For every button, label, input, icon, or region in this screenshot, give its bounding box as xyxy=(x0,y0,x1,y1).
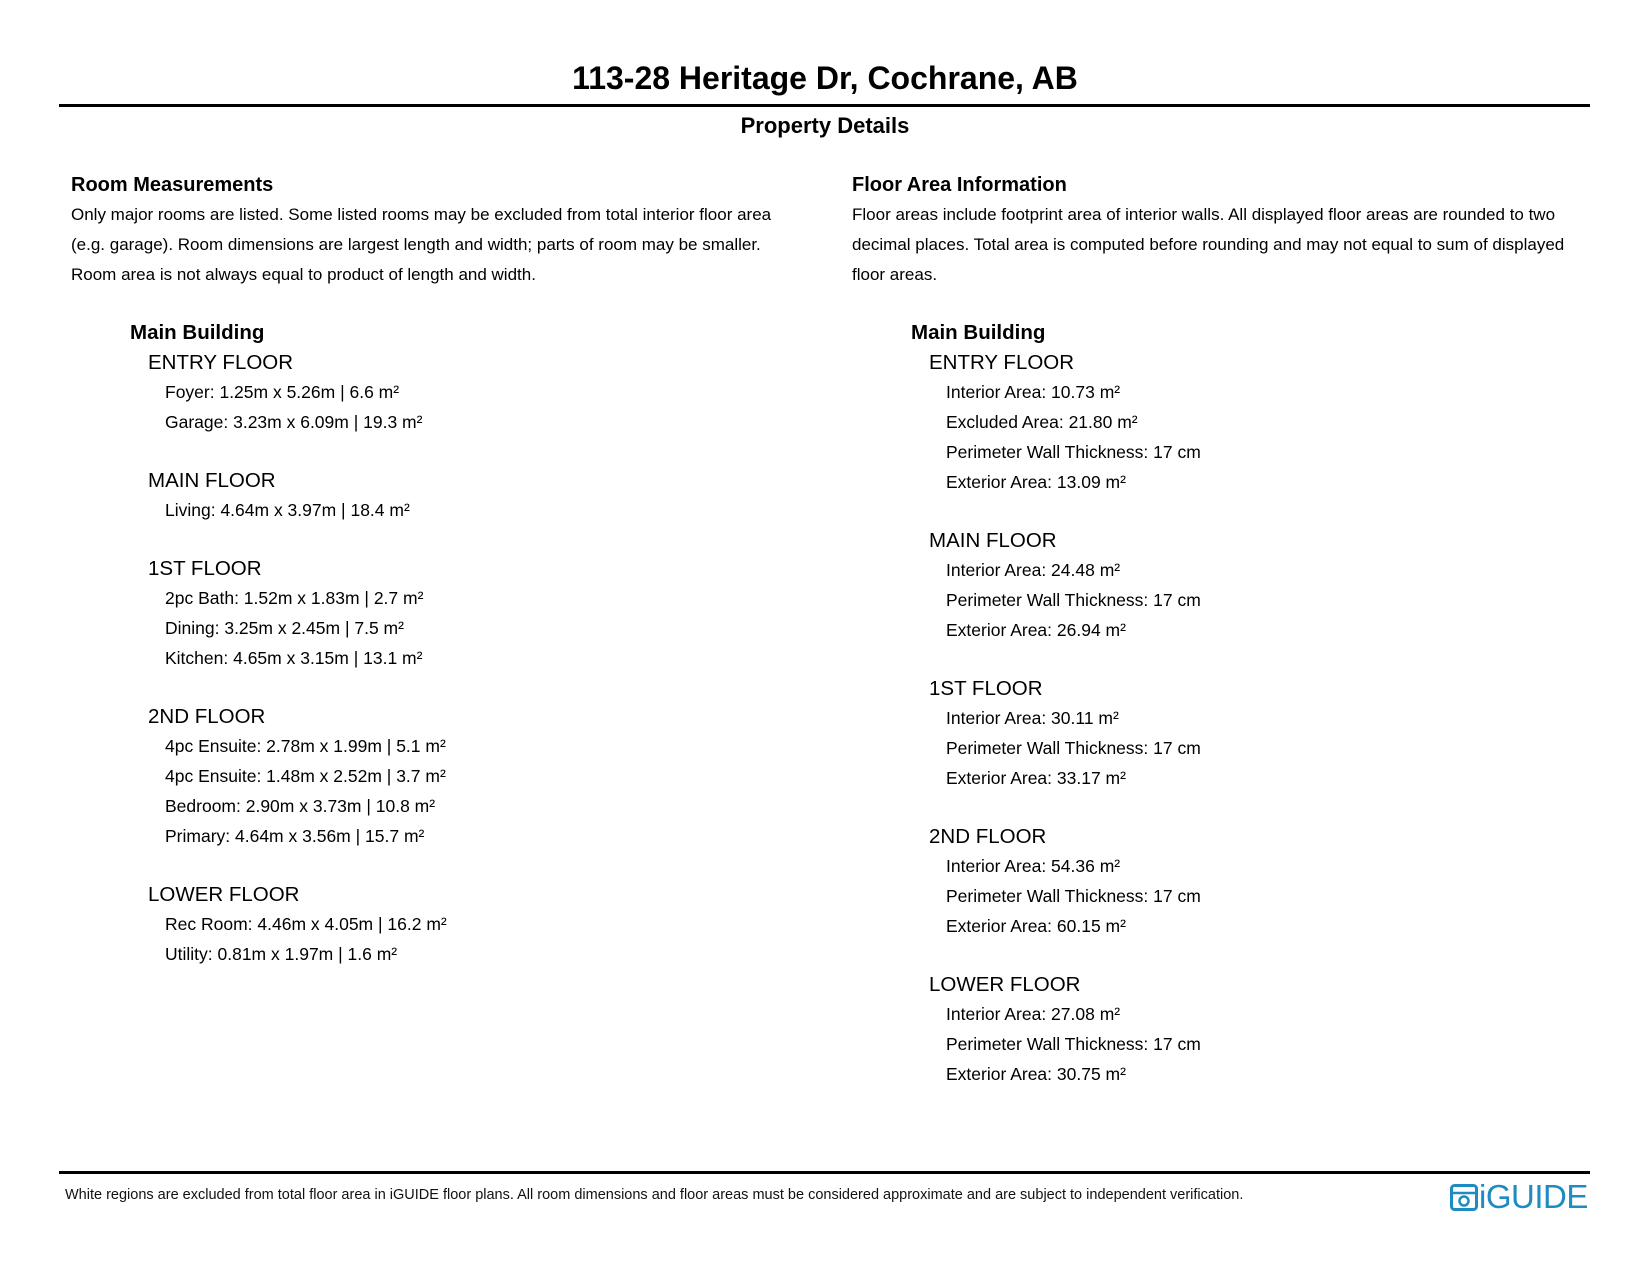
area-item: Perimeter Wall Thickness: 17 cm xyxy=(946,886,1201,906)
building-group xyxy=(911,318,1602,1089)
room-item: Utility: 0.81m x 1.97m | 1.6 m² xyxy=(165,944,398,964)
floor-area-description xyxy=(852,200,1602,290)
area-item: Interior Area: 27.08 m² xyxy=(946,1004,1121,1024)
page-title: 113-28 Heritage Dr, Cochrane, AB xyxy=(572,60,1078,96)
floor-name: MAIN FLOOR xyxy=(148,469,276,492)
floor-1st xyxy=(929,674,1602,793)
area-item: Interior Area: 10.73 m² xyxy=(946,382,1121,402)
room-item: Garage: 3.23m x 6.09m | 19.3 m² xyxy=(165,412,423,432)
floor-main xyxy=(929,526,1602,645)
floor-name: MAIN FLOOR xyxy=(929,529,1057,552)
area-item: Excluded Area: 21.80 m² xyxy=(946,412,1138,432)
description-line: Room area is not always equal to product of length and width. xyxy=(71,265,536,284)
description-line: floor areas. xyxy=(852,265,938,284)
area-item: Exterior Area: 30.75 m² xyxy=(946,1064,1126,1084)
floor-area-section xyxy=(852,170,1602,1089)
footer-disclaimer: White regions are excluded from total floor area in iGUIDE floor plans. All room dimensions and floor areas must be considered approximate and are subject to independent verification. xyxy=(65,1187,1244,1203)
room-item: Bedroom: 2.90m x 3.73m | 10.8 m² xyxy=(165,796,436,816)
room-item: 4pc Ensuite: 2.78m x 1.99m | 5.1 m² xyxy=(165,736,446,756)
floor-entry xyxy=(148,348,811,437)
room-item: Primary: 4.64m x 3.56m | 15.7 m² xyxy=(165,826,425,846)
area-item: Exterior Area: 33.17 m² xyxy=(946,768,1126,788)
area-item: Interior Area: 30.11 m² xyxy=(946,708,1119,728)
floor-name: 1ST FLOOR xyxy=(929,677,1043,700)
area-item: Exterior Area: 26.94 m² xyxy=(946,620,1126,640)
floor-entry xyxy=(929,348,1602,497)
header-divider xyxy=(59,104,1590,107)
area-item: Exterior Area: 60.15 m² xyxy=(946,916,1126,936)
building-name: Main Building xyxy=(130,321,265,344)
description-line: (e.g. garage). Room dimensions are largest length and width; parts of room may be smaller. xyxy=(71,235,761,254)
area-item: Perimeter Wall Thickness: 17 cm xyxy=(946,442,1201,462)
logo-text: iGUIDE xyxy=(1479,1178,1588,1215)
description-line: Floor areas include footprint area of interior walls. All displayed floor areas are rounded to two xyxy=(852,205,1556,224)
room-item: Living: 4.64m x 3.97m | 18.4 m² xyxy=(165,500,410,520)
room-item: 2pc Bath: 1.52m x 1.83m | 2.7 m² xyxy=(165,588,424,608)
area-item: Perimeter Wall Thickness: 17 cm xyxy=(946,1034,1201,1054)
room-item: Dining: 3.25m x 2.45m | 7.5 m² xyxy=(165,618,404,638)
area-item: Perimeter Wall Thickness: 17 cm xyxy=(946,590,1201,610)
building-group xyxy=(130,318,811,969)
floor-2nd xyxy=(148,702,811,851)
footer-divider xyxy=(59,1171,1590,1174)
description-line: decimal places. Total area is computed before rounding and may not equal to sum of displayed xyxy=(852,235,1565,254)
floor-1st xyxy=(148,554,811,673)
floor-name: ENTRY FLOOR xyxy=(148,351,294,374)
floor-2nd xyxy=(929,822,1602,941)
floor-name: 1ST FLOOR xyxy=(148,557,262,580)
page-subtitle: Property Details xyxy=(740,113,910,138)
floor-main xyxy=(148,466,811,525)
room-measurements-heading: Room Measurements xyxy=(71,174,274,196)
room-item: 4pc Ensuite: 1.48m x 2.52m | 3.7 m² xyxy=(165,766,446,786)
area-item: Perimeter Wall Thickness: 17 cm xyxy=(946,738,1201,758)
floor-name: 2ND FLOOR xyxy=(148,705,266,728)
room-item: Kitchen: 4.65m x 3.15m | 13.1 m² xyxy=(165,648,423,668)
room-item: Rec Room: 4.46m x 4.05m | 16.2 m² xyxy=(165,914,447,934)
area-item: Interior Area: 54.36 m² xyxy=(946,856,1121,876)
camera-frame-icon xyxy=(1450,1184,1478,1211)
area-item: Interior Area: 24.48 m² xyxy=(946,560,1121,580)
iguide-logo xyxy=(1450,1178,1588,1215)
room-measurements-description xyxy=(71,200,811,290)
room-item: Foyer: 1.25m x 5.26m | 6.6 m² xyxy=(165,382,400,402)
floor-lower xyxy=(148,880,811,969)
room-measurements-section xyxy=(71,170,811,969)
area-item: Exterior Area: 13.09 m² xyxy=(946,472,1126,492)
floor-area-heading: Floor Area Information xyxy=(852,174,1067,196)
floor-lower xyxy=(929,970,1602,1089)
floor-name: LOWER FLOOR xyxy=(929,973,1081,996)
description-line: Only major rooms are listed. Some listed rooms may be excluded from total interior floor area xyxy=(71,205,772,224)
floor-name: ENTRY FLOOR xyxy=(929,351,1075,374)
building-name: Main Building xyxy=(911,321,1046,344)
floor-name: LOWER FLOOR xyxy=(148,883,300,906)
floor-name: 2ND FLOOR xyxy=(929,825,1047,848)
